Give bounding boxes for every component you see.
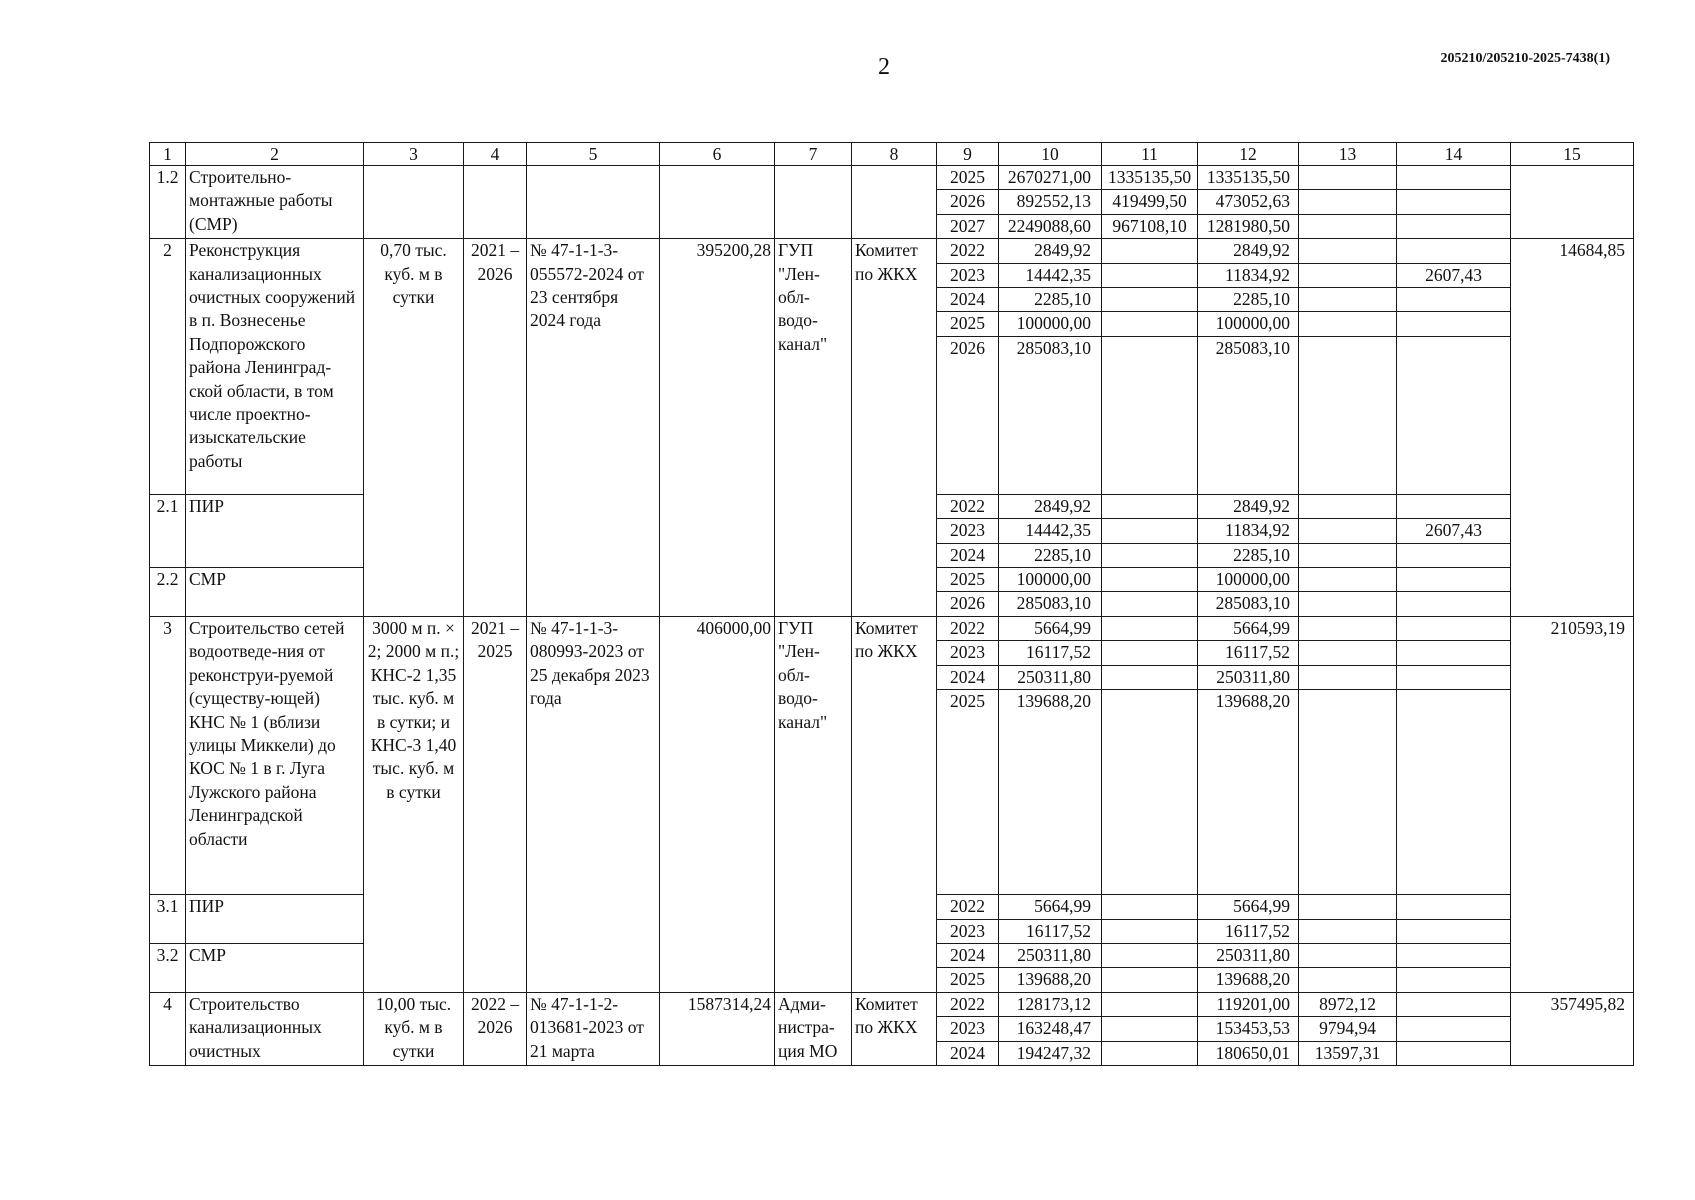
total-cell: 14442,35 [999,263,1102,287]
capacity-cell [364,166,464,239]
federal-cell [1102,1017,1198,1041]
regional-cell: 180650,01 [1198,1041,1299,1065]
header-row [150,143,1634,166]
other-cell [1397,1041,1511,1065]
customer-cell: ГУП "Лен-обл-водо-канал" [775,616,852,992]
regional-cell: 100000,00 [1198,568,1299,592]
expertise-cell: № 47-1-1-2-013681-2023 от 21 марта [527,992,660,1065]
federal-cell: 419499,50 [1102,190,1198,214]
federal-cell [1102,568,1198,592]
other-cell [1397,943,1511,967]
item-name: СМР [186,568,364,617]
header-cell: 6 [660,143,775,166]
item-name: Строительно-монтажные работы (СМР) [186,166,364,239]
local-cell [1299,166,1397,190]
local-cell [1299,592,1397,616]
year-cell: 2024 [937,288,999,312]
header-cell: 11 [1102,143,1198,166]
header-cell: 10 [999,143,1102,166]
total-cell: 250311,80 [999,665,1102,689]
document-id: 205210/205210-2025-7438(1) [1440,51,1610,66]
other-cell [1397,494,1511,518]
other-cell [1397,992,1511,1016]
year-cell: 2025 [937,166,999,190]
local-cell [1299,519,1397,543]
total-cell: 2849,92 [999,239,1102,263]
year-cell: 2022 [937,494,999,518]
year-cell: 2025 [937,568,999,592]
regional-cell: 16117,52 [1198,641,1299,665]
total-cell: 100000,00 [999,312,1102,336]
local-cell [1299,263,1397,287]
regional-cell: 119201,00 [1198,992,1299,1016]
local-cell [1299,543,1397,567]
total-cell: 2285,10 [999,543,1102,567]
other-cell [1397,543,1511,567]
other-cell [1397,641,1511,665]
item-name: СМР [186,943,364,992]
federal-cell [1102,919,1198,943]
local-cell [1299,568,1397,592]
period-cell: 2022 – 2026 [464,992,527,1065]
regional-cell: 139688,20 [1198,968,1299,992]
regional-cell: 100000,00 [1198,312,1299,336]
year-cell: 2023 [937,641,999,665]
total-cell: 250311,80 [999,943,1102,967]
row-number: 4 [150,992,186,1065]
customer-cell: ГУП "Лен-обл-водо-канал" [775,239,852,617]
local-cell [1299,312,1397,336]
year-cell: 2026 [937,190,999,214]
row-number: 3 [150,616,186,894]
header-cell: 13 [1299,143,1397,166]
local-cell [1299,494,1397,518]
year-cell: 2027 [937,214,999,238]
row-number: 2.2 [150,568,186,617]
local-cell [1299,665,1397,689]
regional-cell: 11834,92 [1198,263,1299,287]
regional-cell: 16117,52 [1198,919,1299,943]
other-cell [1397,592,1511,616]
page-number: 2 [878,54,890,80]
total-cell: 139688,20 [999,690,1102,895]
regional-cell: 473052,63 [1198,190,1299,214]
year-cell: 2026 [937,336,999,494]
header-cell: 14 [1397,143,1511,166]
federal-cell [1102,968,1198,992]
header-cell: 7 [775,143,852,166]
year-cell: 2022 [937,895,999,919]
local-cell [1299,288,1397,312]
item-name: Реконструкция канализационных очистных сооружений в п. Вознесенье Подпорожского района Ленинград-ской области, в том числе проектно-изыскательские работы [186,239,364,495]
federal-cell [1102,543,1198,567]
authority-cell: Комитет по ЖКХ [852,239,937,617]
total-cell: 2249088,60 [999,214,1102,238]
total-cell: 2285,10 [999,288,1102,312]
row-number: 3.1 [150,895,186,944]
local-cell [1299,214,1397,238]
header-cell: 2 [186,143,364,166]
regional-cell: 285083,10 [1198,592,1299,616]
period-cell [464,166,527,239]
local-cell: 8972,12 [1299,992,1397,1016]
period-cell: 2021 – 2026 [464,239,527,617]
col15-cell: 357495,82 [1511,992,1634,1065]
year-cell: 2023 [937,263,999,287]
year-cell: 2022 [937,616,999,640]
other-cell [1397,166,1511,190]
total-cell: 285083,10 [999,336,1102,494]
other-cell [1397,239,1511,263]
federal-cell [1102,312,1198,336]
capacity-cell: 10,00 тыс. куб. м в сутки [364,992,464,1065]
header-cell: 1 [150,143,186,166]
total-cell: 892552,13 [999,190,1102,214]
other-cell [1397,336,1511,494]
other-cell [1397,690,1511,895]
local-cell [1299,336,1397,494]
cost-cell: 406000,00 [660,616,775,992]
row-number: 1.2 [150,166,186,239]
customer-cell [775,166,852,239]
local-cell: 9794,94 [1299,1017,1397,1041]
total-cell: 5664,99 [999,616,1102,640]
local-cell [1299,968,1397,992]
regional-cell: 5664,99 [1198,895,1299,919]
period-cell: 2021 – 2025 [464,616,527,992]
year-cell: 2026 [937,592,999,616]
total-cell: 2670271,00 [999,166,1102,190]
federal-cell [1102,665,1198,689]
year-cell: 2024 [937,543,999,567]
regional-cell: 153453,53 [1198,1017,1299,1041]
regional-cell: 5664,99 [1198,616,1299,640]
federal-cell [1102,895,1198,919]
regional-cell: 2285,10 [1198,543,1299,567]
federal-cell [1102,592,1198,616]
year-cell: 2022 [937,992,999,1016]
regional-cell: 250311,80 [1198,665,1299,689]
local-cell: 13597,31 [1299,1041,1397,1065]
table-row [150,992,1634,1016]
total-cell: 14442,35 [999,519,1102,543]
other-cell [1397,665,1511,689]
local-cell [1299,190,1397,214]
regional-cell: 1281980,50 [1198,214,1299,238]
other-cell [1397,214,1511,238]
header-cell: 3 [364,143,464,166]
col15-cell: 210593,19 [1511,616,1634,992]
authority-cell: Комитет по ЖКХ [852,616,937,992]
row-number: 3.2 [150,943,186,992]
federal-cell [1102,263,1198,287]
year-cell: 2025 [937,690,999,895]
investment-table [149,142,1634,1066]
year-cell: 2025 [937,968,999,992]
regional-cell: 139688,20 [1198,690,1299,895]
other-cell: 2607,43 [1397,519,1511,543]
total-cell: 139688,20 [999,968,1102,992]
expertise-cell: № 47-1-1-3-055572-2024 от 23 сентября 2024 года [527,239,660,617]
capacity-cell: 0,70 тыс. куб. м в сутки [364,239,464,617]
header-cell: 8 [852,143,937,166]
authority-cell [852,166,937,239]
cost-cell: 1587314,24 [660,992,775,1065]
federal-cell [1102,992,1198,1016]
col15-cell [1511,166,1634,239]
total-cell: 16117,52 [999,919,1102,943]
local-cell [1299,919,1397,943]
table-row [150,166,1634,190]
local-cell [1299,616,1397,640]
total-cell: 16117,52 [999,641,1102,665]
federal-cell: 967108,10 [1102,214,1198,238]
year-cell: 2023 [937,519,999,543]
other-cell [1397,895,1511,919]
regional-cell: 250311,80 [1198,943,1299,967]
total-cell: 194247,32 [999,1041,1102,1065]
federal-cell [1102,616,1198,640]
federal-cell [1102,690,1198,895]
other-cell [1397,568,1511,592]
federal-cell [1102,1041,1198,1065]
federal-cell [1102,641,1198,665]
other-cell: 2607,43 [1397,263,1511,287]
item-name: ПИР [186,494,364,567]
item-name: Строительство сетей водоотведе-ния от реконструи-руемой (существу-ющей) КНС № 1 (вблизи улицы Миккели) до КОС № 1 в г. Луга Лужского района Ленинградской области [186,616,364,894]
federal-cell [1102,519,1198,543]
item-name: Строительство канализационных очистных [186,992,364,1065]
other-cell [1397,312,1511,336]
other-cell [1397,968,1511,992]
year-cell: 2022 [937,239,999,263]
expertise-cell: № 47-1-1-3-080993-2023 от 25 декабря 2023 года [527,616,660,992]
regional-cell: 2849,92 [1198,239,1299,263]
regional-cell: 2849,92 [1198,494,1299,518]
header-cell: 9 [937,143,999,166]
regional-cell: 11834,92 [1198,519,1299,543]
cost-cell: 395200,28 [660,239,775,617]
total-cell: 5664,99 [999,895,1102,919]
year-cell: 2024 [937,1041,999,1065]
year-cell: 2023 [937,1017,999,1041]
row-number: 2.1 [150,494,186,567]
local-cell [1299,943,1397,967]
total-cell: 100000,00 [999,568,1102,592]
regional-cell: 1335135,50 [1198,166,1299,190]
item-name: ПИР [186,895,364,944]
other-cell [1397,919,1511,943]
total-cell: 285083,10 [999,592,1102,616]
regional-cell: 285083,10 [1198,336,1299,494]
federal-cell: 1335135,50 [1102,166,1198,190]
total-cell: 163248,47 [999,1017,1102,1041]
local-cell [1299,239,1397,263]
other-cell [1397,190,1511,214]
local-cell [1299,690,1397,895]
header-cell: 4 [464,143,527,166]
cost-cell [660,166,775,239]
federal-cell [1102,288,1198,312]
other-cell [1397,616,1511,640]
row-number: 2 [150,239,186,495]
year-cell: 2024 [937,665,999,689]
year-cell: 2023 [937,919,999,943]
capacity-cell: 3000 м п. × 2; 2000 м п.; КНС-2 1,35 тыс. куб. м в сутки; и КНС-3 1,40 тыс. куб. м в сутки [364,616,464,992]
total-cell: 128173,12 [999,992,1102,1016]
federal-cell [1102,943,1198,967]
expertise-cell [527,166,660,239]
customer-cell: Адми-нистра-ция МО [775,992,852,1065]
federal-cell [1102,494,1198,518]
other-cell [1397,288,1511,312]
federal-cell [1102,239,1198,263]
local-cell [1299,641,1397,665]
authority-cell: Комитет по ЖКХ [852,992,937,1065]
other-cell [1397,1017,1511,1041]
col15-cell: 14684,85 [1511,239,1634,617]
year-cell: 2024 [937,943,999,967]
table-row [150,616,1634,640]
table-row [150,239,1634,263]
header-cell: 15 [1511,143,1634,166]
header-cell: 5 [527,143,660,166]
year-cell: 2025 [937,312,999,336]
federal-cell [1102,336,1198,494]
header-cell: 12 [1198,143,1299,166]
regional-cell: 2285,10 [1198,288,1299,312]
local-cell [1299,895,1397,919]
total-cell: 2849,92 [999,494,1102,518]
